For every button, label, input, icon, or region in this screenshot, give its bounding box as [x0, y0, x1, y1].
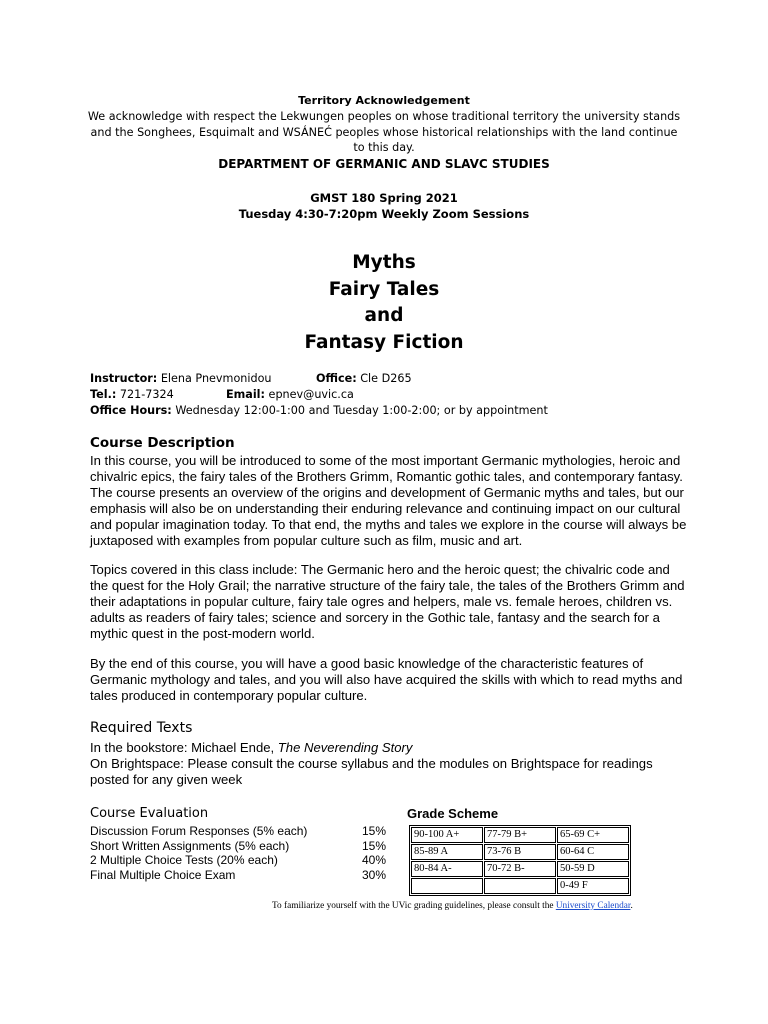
instructor-name: Elena Pnevmonidou [157, 372, 272, 385]
footer-text: To familiarize yourself with the UVic grading guidelines, please consult the [272, 901, 556, 911]
bookstore-prefix: In the bookstore: Michael Ende, [90, 740, 278, 755]
evaluation-percent: 15% [362, 838, 387, 853]
grade-cell: 60-64 C [557, 844, 629, 860]
office-value: Cle D265 [356, 372, 412, 385]
office-info [316, 371, 412, 387]
grade-cell: 90-100 A+ [411, 827, 483, 843]
footer-end: . [630, 901, 633, 911]
evaluation-label: Discussion Forum Responses (5% each) [90, 824, 308, 838]
grade-cell: 73-76 B [484, 844, 556, 860]
email-info [226, 387, 354, 403]
grade-cell [484, 878, 556, 894]
course-title-line: Fantasy Fiction [304, 331, 464, 353]
grade-cell: 70-72 B- [484, 861, 556, 877]
evaluation-item [90, 868, 390, 883]
grade-cell: 80-84 A- [411, 861, 483, 877]
territory-acknowledgement-text: We acknowledge with respect the Lekwungen peoples on whose traditional territory the university stands and the Songhees, Esquimalt and WSÁNEĆ peoples whose historical relationships with the land continue to this day. [87, 110, 681, 154]
evaluation-percent: 15% [362, 824, 387, 838]
office-hours-label: Office Hours: [90, 404, 172, 417]
evaluation-item [90, 824, 390, 839]
description-paragraph: By the end of this course, you will have a good basic knowledge of the characteristic features of Germanic mythology and tales, and you will also have acquired the skills with which to read myths and tales produced in contemporary popular culture. [90, 656, 683, 703]
grade-cell: 85-89 A [411, 844, 483, 860]
table-row [411, 861, 629, 877]
evaluation-percent: 40% [362, 853, 387, 867]
table-row [411, 878, 629, 894]
evaluation-list [90, 824, 390, 882]
table-row [411, 827, 629, 843]
university-calendar-link[interactable]: University Calendar [555, 901, 631, 911]
required-texts [90, 740, 690, 788]
grade-cell: 77-79 B+ [484, 827, 556, 843]
grade-scheme-table [409, 825, 631, 896]
course-title-line: Fairy Tales [328, 278, 440, 300]
contact-row [90, 387, 710, 403]
evaluation-label: Short Written Assignments (5% each) [90, 838, 290, 853]
grade-cell: 65-69 C+ [557, 827, 629, 843]
evaluation-item [90, 839, 390, 854]
course-evaluation-heading: Course Evaluation [90, 806, 209, 821]
required-texts-heading: Required Texts [90, 720, 193, 736]
evaluation-label: 2 Multiple Choice Tests (20% each) [90, 853, 278, 867]
email-label: Email: [226, 388, 265, 401]
course-title-line: and [364, 305, 404, 326]
course-schedule: Tuesday 4:30-7:20pm Weekly Zoom Sessions [238, 206, 530, 221]
office-hours-row [90, 403, 710, 419]
email-value[interactable]: epnev@uvic.ca [265, 388, 354, 401]
book-title: The Neverending Story [277, 740, 413, 755]
course-code-term: GMST 180 Spring 2021 [310, 191, 458, 205]
description-paragraph: Topics covered in this class include: The Germanic hero and the heroic quest; the chivalric code and the quest for the Holy Grail; the narrative structure of the fairy tale, the tales of the Brothers Grimm and their adaptations in popular culture, fairy tale ogres and helpers, male vs. female heroes, children vs. adults as readers of fairy tales; science and sorcery in the Gothic tale, fantasy and the search for a mythic quest in the post-modern world. [90, 562, 685, 641]
evaluation-percent: 30% [362, 867, 387, 882]
course-title [0, 250, 768, 356]
instructor-info [90, 371, 710, 419]
office-label: Office: [316, 372, 357, 385]
brightspace-line: On Brightspace: Please consult the course syllabus and the modules on Brightspace for readings posted for any given week [90, 756, 653, 787]
grade-cell: 0-49 F [557, 878, 629, 894]
evaluation-item [90, 853, 390, 868]
table-row [411, 844, 629, 860]
territory-acknowledgement-title: Territory Acknowledgement [298, 94, 470, 107]
evaluation-label: Final Multiple Choice Exam [90, 867, 236, 882]
grading-guidelines-note [272, 901, 633, 911]
description-paragraph: In this course, you will be introduced to some of the most important Germanic mythologies, heroic and chivalric epics, the fairy tales of the Brothers Grimm, Romantic gothic tales, and contemporary fantasy. The course presents an overview of the origins and development of Germanic myths and tales, but our emphasis will also be on understanding their enduring relevance and continuing impact on our cultural and popular imagination today. To that end, the myths and tales we explore in the course will always be juxtaposed with examples from popular culture such as film, music and art. [90, 453, 687, 548]
bookstore-line [90, 740, 690, 756]
grade-cell: 50-59 D [557, 861, 629, 877]
department-heading: DEPARTMENT OF GERMANIC AND SLAVC STUDIES [218, 157, 550, 171]
tel-label: Tel.: [90, 388, 117, 401]
instructor-row [90, 371, 710, 387]
course-info [0, 191, 768, 222]
grade-scheme-heading: Grade Scheme [407, 806, 499, 821]
grade-cell [411, 878, 483, 894]
tel-value: 721-7324 [116, 388, 174, 401]
instructor-label: Instructor: [90, 372, 158, 385]
course-description-heading: Course Description [90, 435, 235, 451]
office-hours-value: Wednesday 12:00-1:00 and Tuesday 1:00-2:00; or by appointment [171, 404, 548, 417]
course-title-line: Myths [352, 252, 416, 273]
